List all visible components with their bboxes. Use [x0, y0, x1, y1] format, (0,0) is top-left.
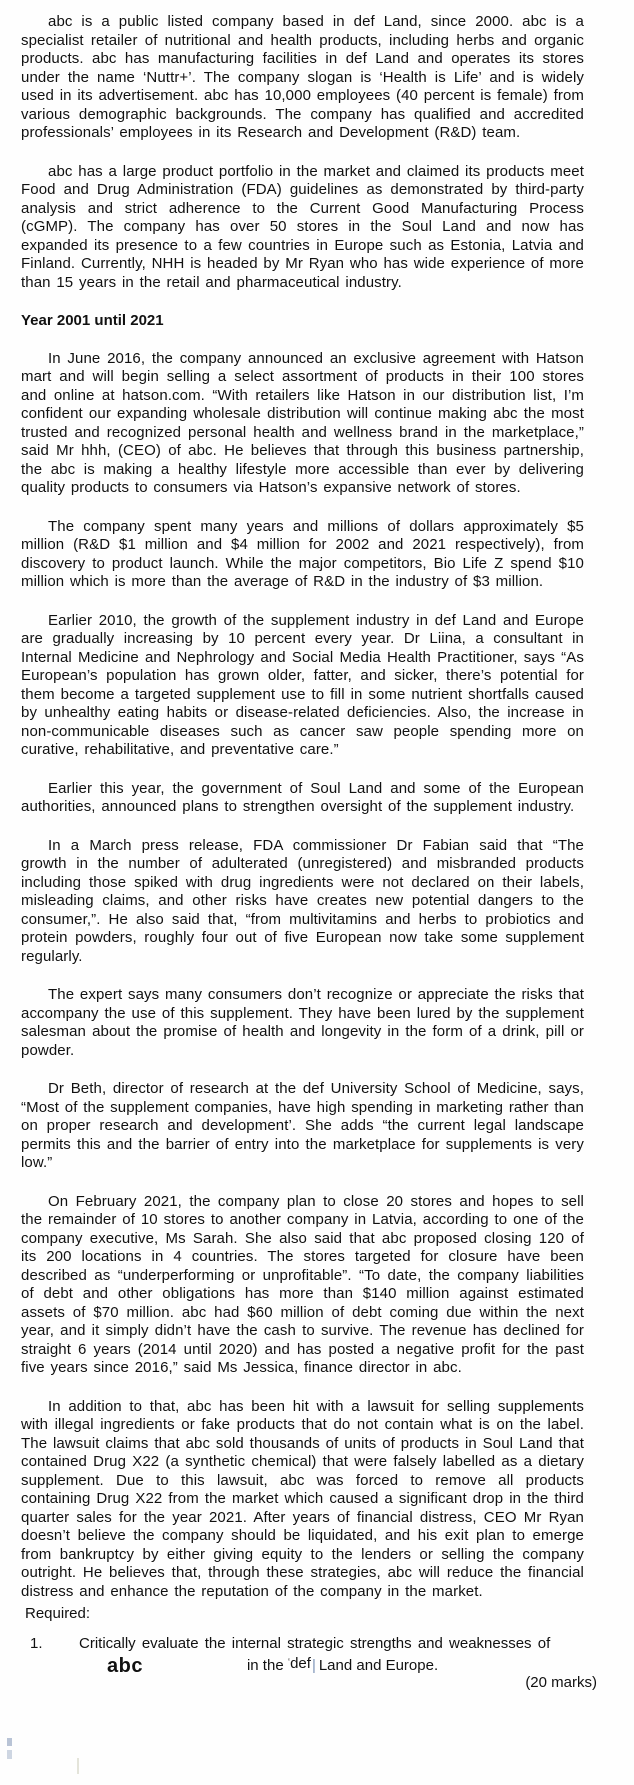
marks-label: (20 marks)	[525, 1674, 597, 1691]
body-paragraph-7: Dr Beth, director of research at the def University School of Medicine, says, “Most of the supplement companies, have high spending in marketing rather than on proper research and development’. She adds “the current legal landscape permits this and the barrier of entry into the marketplace for supplements is very low.”	[21, 1080, 584, 1171]
section-heading: Year 2001 until 2021	[21, 312, 164, 329]
body-paragraph-9: In addition to that, abc has been hit with a lawsuit for selling supplements with illegal ingredients or fake products that do not contain what is on the label. The lawsuit claims that abc sold thousands of units of products in Soul Land that contained Drug X22 (a synthetic chemical) that were falsely labelled as a dietary supplement. Due to this lawsuit, abc was forced to remove all products containing Drug X22 from the market which caused a significant drop in the third quarter sales for the year 2021. After years of financial distress, CEO Mr Ryan doesn’t believe the company should be liquidated, and his exit plan to emerge from bankruptcy by either giving equity to the lenders or selling the company outright. He believes that, through these strategies, abc will reduce the financial distress and enhance the reputation of the company in the market.	[21, 1397, 584, 1600]
paste-artifact-quote: ‘	[287, 1657, 291, 1668]
question-number: 1.	[30, 1634, 43, 1652]
body-paragraph-4: Earlier this year, the government of Soul Land and some of the European authorities, announced plans to strengthen oversight of the supplement industry.	[21, 779, 584, 815]
body-paragraph-5: In a March press release, FDA commissioner Dr Fabian said that “The growth in the number of adulterated (unregistered) and misbranded products including those spiked with drug ingredients were not declared on their labels, misleading claims, and other risks have creates new potential dangers to the consumer,”. He also said that, “from multivitamins and herbs to probiotics and protein powders, roughly four out of five European now take some supplement regularly.	[21, 836, 584, 965]
intro-paragraph-2: abc has a large product portfolio in the market and claimed its products meet Food and Drug Administration (FDA) guidelines as demonstrated by third-party analysis and strict adherence to the Current Good Manufacturing Process (cGMP). The company has over 50 stores in the Soul Land and now has expanded its presence to a few countries in Europe such as Estonia, Latvia and Finland. Currently, NHH is headed by Mr Ryan who has wide experience of more than 15 years in the retail and pharmaceutical industry.	[21, 162, 584, 291]
body-paragraph-2: The company spent many years and millions of dollars approximately $5 million (R&D $1 million and $4 million for 2002 and 2021 respectively), from discovery to product launch. While the major competitors, Bio Life Z spend $10 million which is more than the average of R&D in the industry of $3 million.	[21, 517, 584, 590]
question-text-line2	[79, 1654, 584, 1675]
body-paragraph-8: On February 2021, the company plan to close 20 stores and hopes to sell the remainder of 10 stores to another company in Latvia, according to one of the company executive, Ms Sarah. She also said that abc proposed closing 120 of its 200 locations in 4 countries. The stores targeted for closure have been described as “underperforming or unprofitable”. “To date, the company liabilities of debt and other obligations has more than $140 million against estimated assets of $70 million. abc had $60 million of debt coming due within the next year, and it simply didn’t have the cash to survive. The revenue has declined for straight 6 years (2014 until 2020) and has posted a negative profit for the past five years since 2016,” said Ms Jessica, finance director in abc.	[21, 1192, 584, 1376]
question-item-1	[21, 1635, 584, 1676]
body-paragraph-3: Earlier 2010, the growth of the supplement industry in def Land and Europe are gradually increasing by 10 percent every year. Dr Liina, a consultant in Internal Medicine and Nephrology and Social Media Health Practitioner, says “As European’s population has grown older, fatter, and sicker, there’s potential for them become a targeted supplement use to fill in some nutrient shortfalls caused by unhealthy eating habits or disease-related deficiencies. Also, the increase in non-communicable diseases such as cancer saw people spending more on curative, rehabilitative, and preventative care.”	[21, 611, 584, 758]
land-name-overlay: def	[290, 1655, 311, 1672]
question-line2-suffix: Land and Europe.	[318, 1657, 439, 1674]
body-paragraph-1: In June 2016, the company announced an exclusive agreement with Hatson mart and will begin selling a select assortment of products in their 100 stores and online at hatson.com. “With retailers like Hatson in our distribution list, I’m confident our expanding wholesale distribution will continue making abc the most trusted and recognized personal health and wellness brand in the marketplace,” said Mr hhh, (CEO) of abc. He believes that through this business partnership, the abc is making a healthy lifestyle more accessible than ever by delivering quality products to consumers via Hatson’s expansive network of stores.	[21, 349, 584, 496]
company-name-overlay: abc	[107, 1655, 143, 1677]
question-line2-prefix: in the	[246, 1657, 284, 1674]
required-label: Required:	[25, 1605, 91, 1622]
cursor-artifact	[77, 1758, 79, 1774]
body-paragraph-6: The expert says many consumers don’t recognize or appreciate the risks that accompany the use of this supplement. They have been lured by the supplement salesman about the promise of health and longevity in the form of a drink, pill or powder.	[21, 986, 584, 1059]
edit-artifact-icon	[7, 1738, 12, 1746]
question-text-line1: Critically evaluate the internal strategic strengths and weaknesses of	[79, 1634, 551, 1652]
edit-artifact-icon	[7, 1750, 12, 1759]
intro-paragraph-1: abc is a public listed company based in def Land, since 2000. abc is a specialist retailer of nutritional and health products, including herbs and organic products. abc has manufacturing facilities in def Land and operates its stores under the name ‘Nuttr+’. The company slogan is ‘Health is Life’ and is widely used in its advertisement. abc has 10,000 employees (40 percent is female) from various demographic backgrounds. The company has qualified and accredited professionals’ employees in its Research and Development (R&D) team.	[21, 13, 584, 141]
paste-artifact-bar: |	[311, 1657, 316, 1674]
